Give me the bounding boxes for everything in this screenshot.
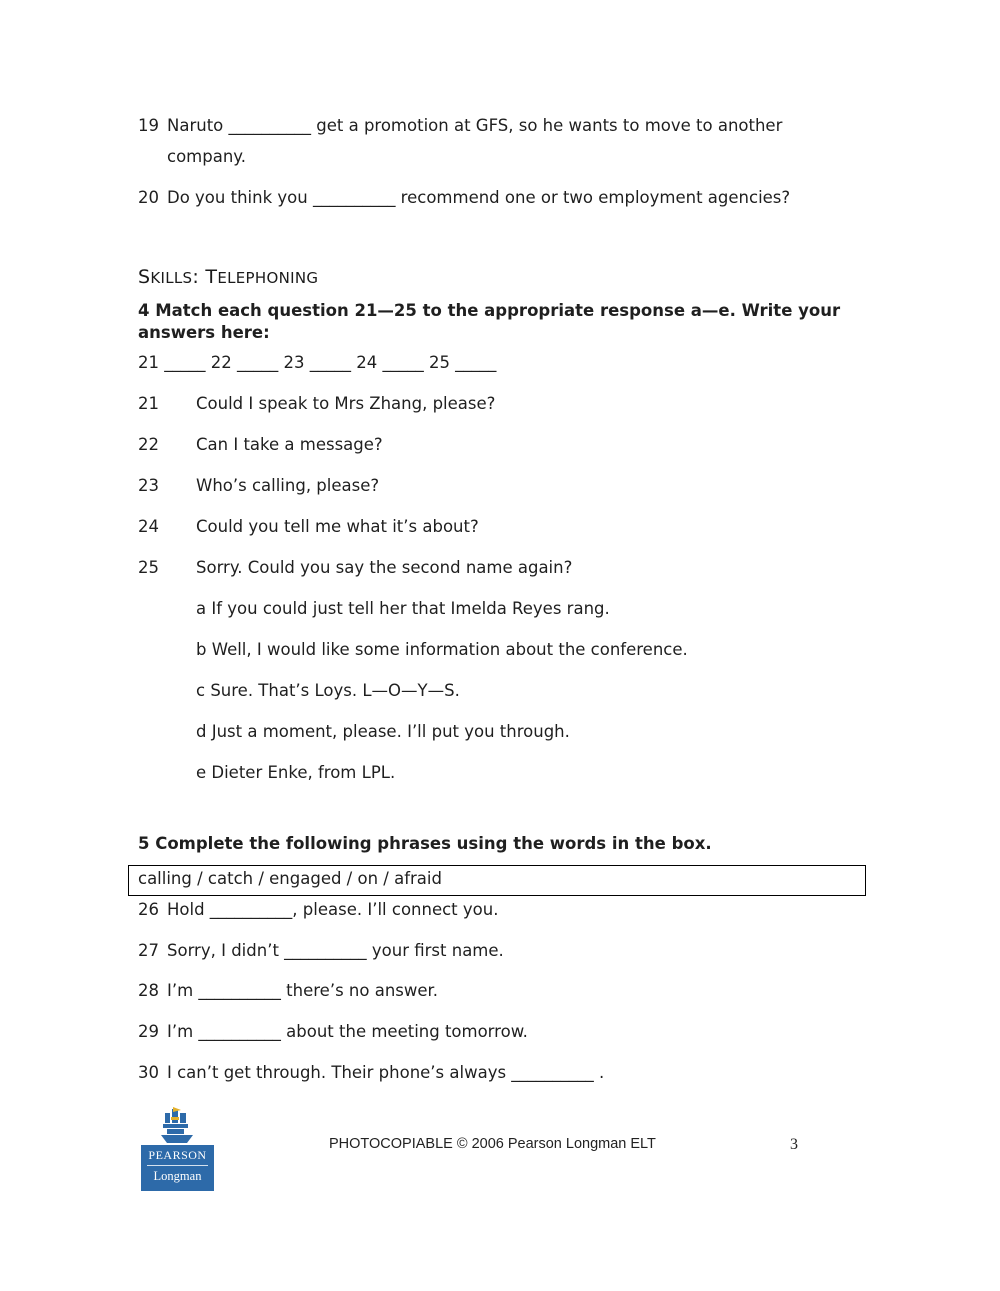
page-number: 3	[790, 1136, 798, 1153]
item-28-text: I’m __________ there’s no answer.	[167, 981, 439, 1000]
question-24-number: 24	[138, 517, 159, 536]
item-30-number: 30	[138, 1063, 159, 1082]
response-c: c Sure. That’s Loys. L—O—Y—S.	[196, 681, 460, 700]
question-22-text: Can I take a message?	[196, 435, 383, 454]
response-d: d Just a moment, please. I’ll put you through.	[196, 722, 570, 741]
item-27-number: 27	[138, 941, 159, 960]
question-25-number: 25	[138, 558, 159, 577]
item-29-text: I’m __________ about the meeting tomorrow.	[167, 1022, 528, 1041]
response-b: b Well, I would like some information about the conference.	[196, 640, 688, 659]
copyright-notice: PHOTOCOPIABLE © 2006 Pearson Longman ELT	[329, 1136, 656, 1152]
heading-part: :	[192, 266, 206, 288]
ship-icon	[141, 1107, 214, 1147]
item-30-text: I can’t get through. Their phone’s always __________ .	[167, 1063, 605, 1082]
question-21-text: Could I speak to Mrs Zhang, please?	[196, 394, 496, 413]
logo-box	[141, 1145, 214, 1191]
item-19-text: Naruto __________ get a promotion at GFS, so he wants to move to another	[167, 116, 783, 135]
response-e: e Dieter Enke, from LPL.	[196, 763, 396, 782]
question-23-number: 23	[138, 476, 159, 495]
item-26-number: 26	[138, 900, 159, 919]
question-23-text: Who’s calling, please?	[196, 476, 380, 495]
item-19-continuation: company.	[167, 147, 246, 166]
exercise-4-answer-line: 21 _____ 22 _____ 23 _____ 24 _____ 25 _____	[138, 353, 497, 372]
question-21-number: 21	[138, 394, 159, 413]
logo-pearson-text: PEARSON	[148, 1148, 207, 1162]
item-29-number: 29	[138, 1022, 159, 1041]
item-20-number: 20	[138, 188, 159, 207]
exercise-5-instruction: 5 Complete the following phrases using the words in the box.	[138, 834, 712, 853]
pearson-longman-logo	[141, 1107, 214, 1191]
item-28-number: 28	[138, 981, 159, 1000]
heading-part: T	[205, 266, 218, 288]
logo-divider	[147, 1165, 208, 1166]
exercise-4-instruction: 4 Match each question 21—25 to the appropriate response a—e. Write your answers here:	[138, 301, 841, 342]
question-24-text: Could you tell me what it’s about?	[196, 517, 479, 536]
item-26-text: Hold __________, please. I’ll connect you.	[167, 900, 499, 919]
heading-part: ELEPHONING	[217, 269, 319, 287]
item-20-text: Do you think you __________ recommend one or two employment agencies?	[167, 188, 791, 207]
logo-longman-text: Longman	[153, 1169, 202, 1183]
heading-part: KILLS	[150, 269, 193, 287]
word-box: calling / catch / engaged / on / afraid	[128, 865, 866, 896]
item-19-number: 19	[138, 116, 159, 135]
item-27-text: Sorry, I didn’t __________ your first name.	[167, 941, 504, 960]
question-22-number: 22	[138, 435, 159, 454]
heading-part: S	[138, 266, 151, 288]
section-heading-skills-telephoning	[138, 266, 318, 288]
response-a: a If you could just tell her that Imelda Reyes rang.	[196, 599, 610, 618]
question-25-text: Sorry. Could you say the second name again?	[196, 558, 573, 577]
